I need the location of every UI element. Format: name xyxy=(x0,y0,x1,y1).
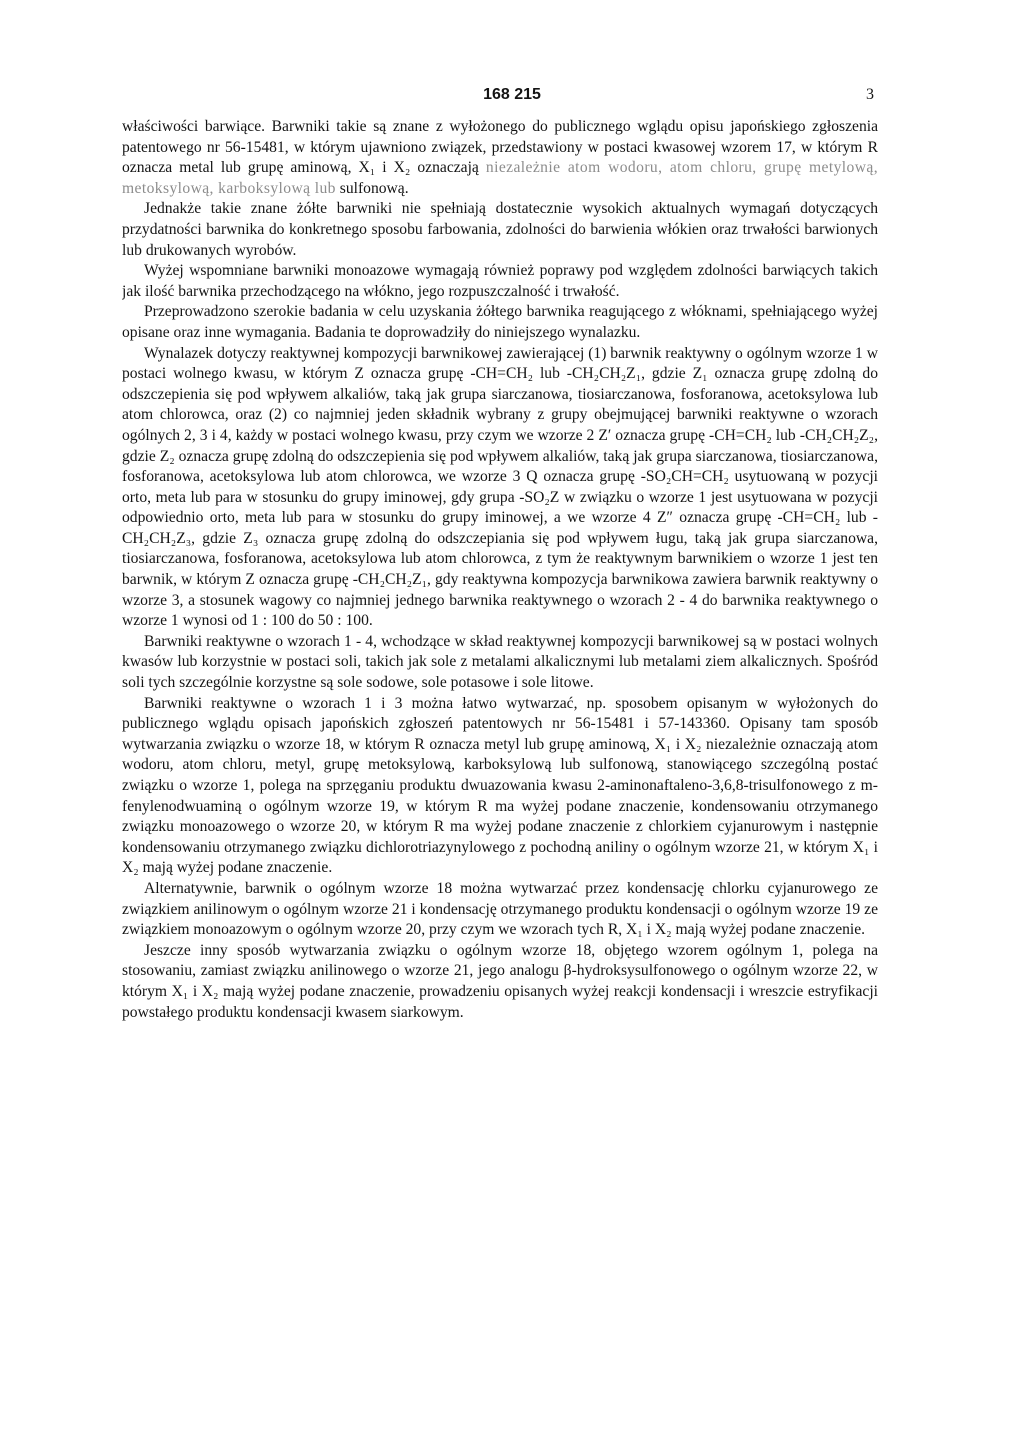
paragraph-1-lead: właściwości barwiące. Barwniki takie są znane z wyłożonego do publicznego wglądu opisu japońskiego zgłoszenia patentowego nr 56-15481, w którym ujawniono związek, przedstawiony w postaci kwasowej wzorem 17, w którym R oznacza metal lub grupę aminową, X₁ i X₂ oznaczają xyxy=(122,118,878,177)
paragraph-6: Barwniki reaktywne o wzorach 1 - 4, wchodzące w skład reaktywnej kompozycji barwnikowej są w postaci wolnych kwasów lub korzystnie w postaci soli, takich jak sole z metalami alkalicznymi lub metalami ziem alkalicznych. Spośród soli tych szczególnie korzystne są sole sodowe, sole potasowe i sole litowe. xyxy=(122,632,878,692)
paragraph-3: Wyżej wspomniane barwniki monoazowe wymagają również poprawy pod względem zdolności barwiących takich jak ilość barwnika przechodzącego na włókno, jego rozpuszczalność i trwałość. xyxy=(122,262,878,300)
paragraph-1 xyxy=(122,117,878,199)
paragraph-2: Jednakże takie znane żółte barwniki nie spełniają dostatecznie wysokich aktualnych wymagań dotyczących przydatności barwnika do konkretnego sposobu farbowania, zdolności do barwienia włókien oraz trwałości barwionych lub drukowanych wyrobów. xyxy=(122,200,878,259)
paragraph-8: Alternatywnie, barwnik o ogólnym wzorze 18 można wytwarzać przez kondensację chlorku cyjanurowego ze związkiem anilinowym o ogólnym wzorze 21 i kondensację otrzymanego produktu kondensacji o ogólnym wzorze 19 ze związkiem monoazowym o ogólnym wzorze 20, przy czym we wzorach tych R, X₁ i X₂ mają wyżej podane znaczenie. xyxy=(122,879,878,939)
paragraph-7: Barwniki reaktywne o wzorach 1 i 3 można łatwo wytwarzać, np. sposobem opisanym w wyłożonych do publicznego wglądu opisach japońskich zgłoszeń patentowych nr 56-15481 i 57-143360. Opisany tam sposób wytwarzania związku o wzorze 18, w którym R oznacza metyl lub grupę aminową, X₁ i X₂ niezależnie oznaczają atom wodoru, atom chloru, metyl, grupę metoksylową, karboksylową lub sulfonową, stanowiącego szczególną postać związku o wzorze 1, polega na sprzęganiu produktu dwuazowania kwasu 2-aminonaftaleno-3,6,8-trisulfonowego z m-fenylenodwuaminą o ogólnym wzorze 19, w którym R ma wyżej podane znaczenie, kondensowaniu otrzymanego związku monoazowego o wzorze 20, w którym R ma wyżej podane znaczenie z chlorkiem cyjanurowym i następnie kondensowaniu otrzymanego związku dichlorotriazynylowego z pochodną aniliny o ogólnym wzorze 21, w którym X₁ i X₂ mają wyżej podane znaczenie. xyxy=(122,694,878,877)
paragraph-9: Jeszcze inny sposób wytwarzania związku o ogólnym wzorze 18, objętego wzorem ogólnym 1, polega na stosowaniu, zamiast związku anilinowego o wzorze 21, jego analogu β-hydroksysulfonowego o ogólnym wzorze 22, w którym X₁ i X₂ mają wyżej podane znaczenie, prowadzeniu opisanych wyżej reakcji kondensacji i wreszcie estryfikacji powstałego produktu kondensacji kwasem siarkowym. xyxy=(122,941,878,1021)
paragraph-1-faded-line: niezależnie atom wodoru, atom chloru, grupę metylową, metoksylową, karboksylową lub xyxy=(122,159,878,197)
paragraph-4: Przeprowadzono szerokie badania w celu uzyskania żółtego barwnika reagującego z włóknami, spełniającego wyżej opisane oraz inne wymagania. Badania te doprowadziły do niniejszego wynalazku. xyxy=(122,303,878,341)
document-number: 168 215 xyxy=(483,86,541,103)
paragraph-5: Wynalazek dotyczy reaktywnej kompozycji barwnikowej zawierającej (1) barwnik reaktywny o ogólnym wzorze 1 w postaci wolnego kwasu, w którym Z oznacza grupę -CH=CH₂ lub -CH₂CH₂Z₁, gdzie Z₁ oznacza grupę zdolną do odszczepienia się pod wpływem alkaliów, taką jak grupa siarczanowa, tiosiarczanowa, fosforanowa, acetoksylowa lub atom chlorowca, oraz (2) co najmniej jeden składnik wybrany z grupy obejmującej barwniki reaktywne o wzorach ogólnych 2, 3 i 4, każdy w postaci wolnego kwasu, przy czym we wzorze 2 Z′ oznacza grupę -CH=CH₂ lub -CH₂CH₂Z₂, gdzie Z₂ oznacza grupę zdolną do odszczepienia się pod wpływem alkaliów, taką jak grupa siarczanowa, tiosiarczanowa, fosforanowa, acetoksylowa lub atom chlorowca, we wzorze 3 Q oznacza grupę -SO₂CH=CH₂ usytuowaną w pozycji orto, meta lub para w stosunku do grupy iminowej, gdy grupa -SO₂Z w związku o wzorze 1 jest usytuowana w pozycji odpowiednio orto, meta lub para w stosunku do grupy iminowej, a we wzorze 4 Z″ oznacza grupę -CH=CH₂ lub -CH₂CH₂Z₃, gdzie Z₃ oznacza grupę zdolną do odszczepiania się pod wpływem ługu, taką jak grupa siarczanowa, tiosiarczanowa, fosforanowa, acetoksylowa lub atom chlorowca, z tym że reaktywnym barwnikiem o wzorze 1 jest ten barwnik, w którym Z oznacza grupę -CH₂CH₂Z₁, gdy reaktywna kompozycja barwnikowa zawiera barwnik reaktywny o wzorze 3, a stosunek wagowy co najmniej jednego barwnika reaktywnego o wzorach 2 - 4 do barwnika reaktywnego o wzorze 1 wynosi od 1 : 100 do 50 : 100. xyxy=(122,344,878,630)
paragraph-1-tail: sulfonową. xyxy=(339,179,409,197)
page-number: 3 xyxy=(866,86,874,103)
body-text xyxy=(122,117,878,1317)
